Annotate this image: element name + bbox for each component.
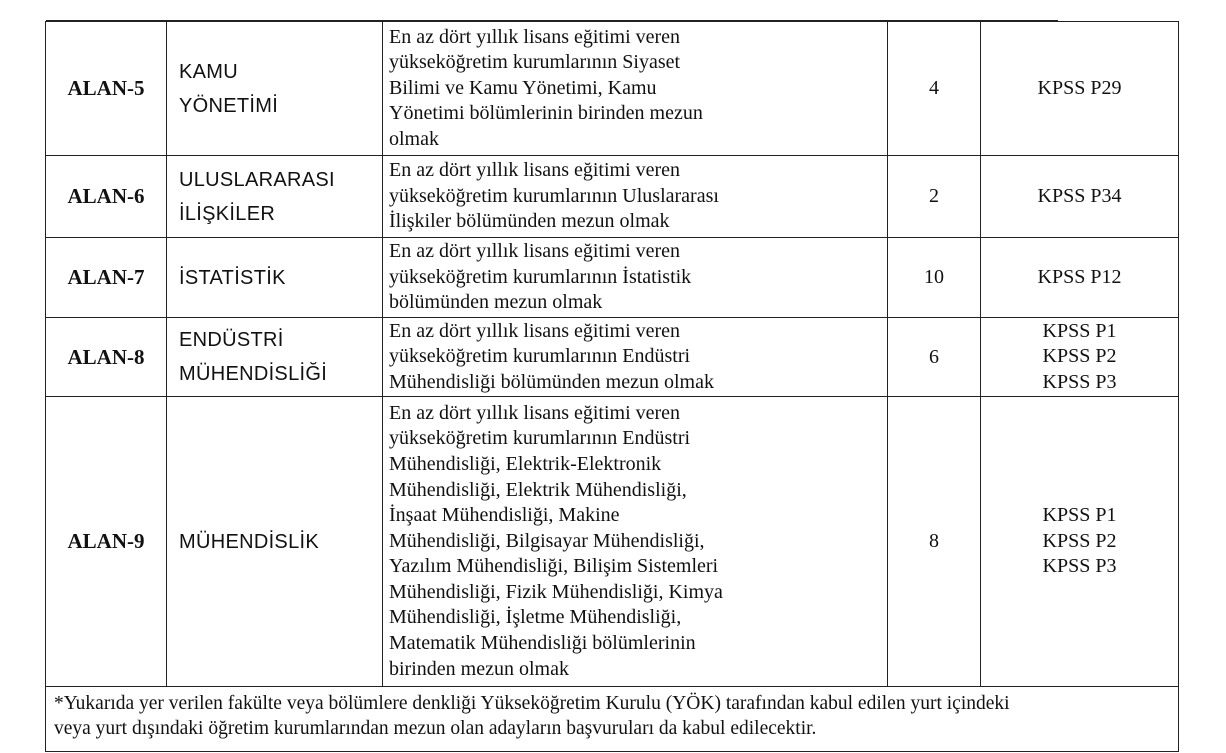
requirement-line: olmak xyxy=(389,127,439,150)
alan-code: ALAN-8 xyxy=(46,318,167,397)
requirement-line: Mühendisliği, Bilgisayar Mühendisliği, xyxy=(389,529,705,552)
requirement-line: Mühendisliği bölümünden mezun olmak xyxy=(389,370,714,393)
requirement-line: Mühendisliği, Elektrik Mühendisliği, xyxy=(389,478,687,501)
requirement-line: En az dört yıllık lisans eğitimi veren xyxy=(389,401,681,424)
alan-name xyxy=(167,22,383,156)
alan-kpss xyxy=(981,238,1179,318)
footnote-row xyxy=(46,687,1179,752)
alan-table xyxy=(45,21,1179,752)
alan-requirement xyxy=(383,22,888,156)
requirement-line: yükseköğretim kurumlarının Endüstri xyxy=(389,345,691,368)
alan-kpss xyxy=(981,318,1179,397)
alan-requirement xyxy=(383,156,888,238)
requirement-line: yükseköğretim kurumlarının İstatistik xyxy=(389,265,692,288)
kpss-score-type: KPSS P2 xyxy=(1042,529,1117,552)
requirement-line: En az dört yıllık lisans eğitimi veren xyxy=(389,159,681,182)
kpss-score-type: KPSS P3 xyxy=(1042,370,1117,393)
requirement-line: İlişkiler bölümünden mezun olmak xyxy=(389,210,670,233)
kpss-score-type: KPSS P1 xyxy=(1042,504,1117,527)
requirement-line: Yönetimi bölümlerinin birinden mezun xyxy=(389,102,703,125)
alan-count: 10 xyxy=(888,238,981,318)
alan-count: 2 xyxy=(888,156,981,238)
requirement-line: En az dört yıllık lisans eğitimi veren xyxy=(389,319,681,342)
requirement-line: birinden mezun olmak xyxy=(389,657,569,680)
requirement-line: Bilimi ve Kamu Yönetimi, Kamu xyxy=(389,76,657,99)
alan-code: ALAN-9 xyxy=(46,397,167,687)
kpss-score-type: KPSS P1 xyxy=(1042,319,1117,342)
alan-name-line: ENDÜSTRİ xyxy=(179,329,284,351)
requirement-line: Mühendisliği, Fizik Mühendisliği, Kimya xyxy=(389,580,723,603)
kpss-score-type: KPSS P12 xyxy=(1037,265,1122,288)
alan-kpss xyxy=(981,22,1179,156)
alan-kpss xyxy=(981,397,1179,687)
table-row-alan-9 xyxy=(46,397,1179,687)
alan-code: ALAN-6 xyxy=(46,156,167,238)
requirement-line: Yazılım Mühendisliği, Bilişim Sistemleri xyxy=(389,555,719,578)
requirement-line: Matematik Mühendisliği bölümlerinin xyxy=(389,632,696,655)
kpss-score-type: KPSS P34 xyxy=(1037,184,1122,207)
table-row-alan-8 xyxy=(46,318,1179,397)
alan-code: ALAN-5 xyxy=(46,22,167,156)
alan-name-line: İLİŞKİLER xyxy=(179,202,276,225)
alan-name-line: ULUSLARARASI xyxy=(179,168,335,191)
requirement-line: bölümünden mezun olmak xyxy=(389,291,603,314)
alan-name-line: İSTATİSTİK xyxy=(179,266,286,289)
kpss-score-type: KPSS P3 xyxy=(1042,555,1117,578)
footnote xyxy=(46,687,1179,752)
alan-name-line: KAMU xyxy=(179,60,238,83)
footnote-line: *Yukarıda yer verilen fakülte veya bölümlere denkliği Yükseköğretim Kurulu (YÖK) tarafından kabul edilen yurt içindeki xyxy=(54,693,1010,714)
alan-count: 6 xyxy=(888,318,981,397)
kpss-score-type: KPSS P2 xyxy=(1042,345,1117,368)
alan-name xyxy=(167,156,383,238)
requirement-line: İnşaat Mühendisliği, Makine xyxy=(389,504,620,527)
requirement-line: Mühendisliği, Elektrik-Elektronik xyxy=(389,452,662,475)
requirement-line: yükseköğretim kurumlarının Endüstri xyxy=(389,427,691,450)
table-row-alan-7 xyxy=(46,238,1179,318)
requirement-line: Mühendisliği, İşletme Mühendisliği, xyxy=(389,606,682,629)
requirement-line: En az dört yıllık lisans eğitimi veren xyxy=(389,240,681,263)
requirement-line: En az dört yıllık lisans eğitimi veren xyxy=(389,25,681,48)
requirement-line: yükseköğretim kurumlarının Siyaset xyxy=(389,51,681,74)
alan-name-line: MÜHENDİSLİK xyxy=(179,530,319,553)
alan-name xyxy=(167,397,383,687)
alan-count: 4 xyxy=(888,22,981,156)
table-row-alan-6 xyxy=(46,156,1179,238)
requirement-line: yükseköğretim kurumlarının Uluslararası xyxy=(389,184,719,207)
footnote-line: veya yurt dışındaki öğretim kurumlarından mezun olan adayların başvuruları da kabul edilecektir. xyxy=(54,718,817,739)
alan-code: ALAN-7 xyxy=(46,238,167,318)
alan-requirement xyxy=(383,318,888,397)
alan-name-line: MÜHENDİSLİĞİ xyxy=(179,363,328,385)
alan-kpss xyxy=(981,156,1179,238)
alan-requirement xyxy=(383,397,888,687)
kpss-score-type: KPSS P29 xyxy=(1037,76,1122,99)
alan-name xyxy=(167,318,383,397)
alan-name-line: YÖNETİMİ xyxy=(179,94,279,117)
alan-count: 8 xyxy=(888,397,981,687)
alan-name xyxy=(167,238,383,318)
alan-requirement xyxy=(383,238,888,318)
table-row-alan-5 xyxy=(46,22,1179,156)
